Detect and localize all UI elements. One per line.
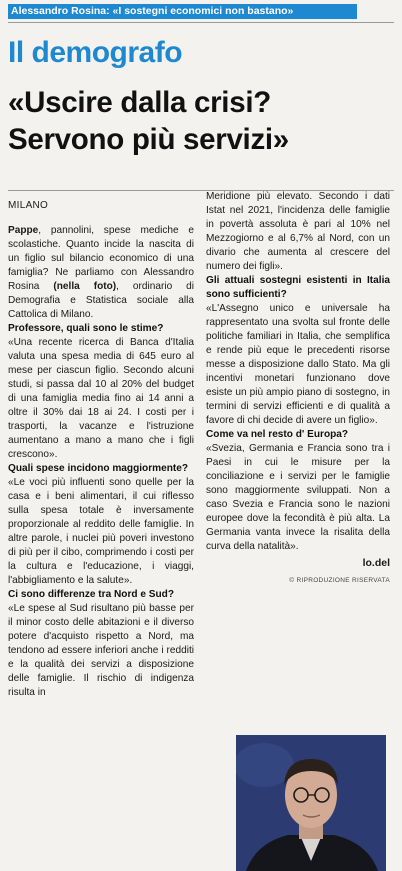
question-2: Quali spese incidono maggiormente? [8,463,189,474]
answer-4: «L'Assegno unico e universale ha rappresentato una svolta sul fronte delle politiche familiari in Italia, che semplifica e rende più eque le precedenti risorse messe a disposizione dallo Stato. Ma gli incentivi monetari funzionano dove esiste un più ampio piano di sostegno, in termini di servizi efficienti e di qualità a favore di chi decide di avere un figlio». [206,303,390,426]
answer-3-continued: Meridione più elevato. Secondo i dati Istat nel 2021, l'incidenza delle famiglie in povertà assoluta è pari al 10% nel Mezzogiorno e al 6,7% al Nord, con un divario che aumenta al crescere del numero dei figli». [206,191,390,272]
kicker-banner: Alessandro Rosina: «I sostegni economici non bastano» [8,4,357,19]
headline-title [8,84,398,158]
question-5: Come va nel resto d' Europa? [206,429,349,440]
intro-paragraph [8,224,194,322]
intro-bold-2: (nella foto) [53,281,117,292]
intro-text-2: , ordinario di Demografia e Statistica sociale alla Cattolica di Milano. [8,281,194,320]
intro-text: , pannolini, spese mediche e scolastiche. Quanto incide la nascita di un figlio sul bilancio economico di una famiglia? Ne parliamo con Alessandro Rosina [8,225,194,292]
headline-line-3: Servono più servizi» [8,123,289,156]
dateline: MILANO [8,200,49,211]
article-column-left [8,224,194,700]
article-column-right [206,190,390,588]
answer-1: «Una recente ricerca di Banca d'Italia valuta una spesa media di 645 euro al mese per ciascun figlio. Secondo alcuni studi, si passa dal 10 al 20% del budget di una famiglia media fino ai 14 anni a oltre il 30% dai 18 ai 24. I costi per i trasporti, la vacanze e l'istruzione aumentano a mano a mano che i figli crescono». [8,337,194,460]
question-4: Gli attuali sostegni esistenti in Italia sono sufficienti? [206,275,390,300]
copyright-notice: © RIPRODUZIONE RISERVATA [289,577,390,584]
answer-5: «Svezia, Germania e Francia sono tra i Paesi in cui le misure per la conciliazione e i servizi per le famiglie sono maggiormente sviluppati. Non a caso Svezia e Francia sono le nazioni europee dove la fecondità è più alta. La Germania vanta invece la risalita della curva della natalità». [206,443,390,552]
answer-3: «Le spese al Sud risultano più basse per il minor costo delle abitazioni e il diverso potere d'acquisto rispetto a Nord, ma tendono ad essere inferiori anche i redditi e la qualità dei servizi a disposizione delle famiglie. Il rischio di indigenza risulta in [8,603,194,698]
answer-2: «Le voci più influenti sono quelle per la casa e i beni alimentari, il cui riflesso sulla spesa totale è inversamente proporzionale al reddito delle famiglie. In altre parole, i nuclei più poveri investono di più per il cibo, comprimendo i costi per la cultura e l'educazione, i viaggi, l'abbigliamento e la salute». [8,477,194,586]
headline-line-2: «Uscire dalla crisi? [8,86,271,119]
question-1: Professore, quali sono le stime? [8,323,164,334]
question-3: Ci sono differenze tra Nord e Sud? [8,589,174,600]
author-signature: lo.del [362,557,390,569]
top-rule [8,22,394,23]
portrait-photo [236,735,386,871]
intro-bold: Pappe [8,225,39,236]
portrait-illustration [236,735,386,871]
headline-label: Il demografo [8,36,183,69]
